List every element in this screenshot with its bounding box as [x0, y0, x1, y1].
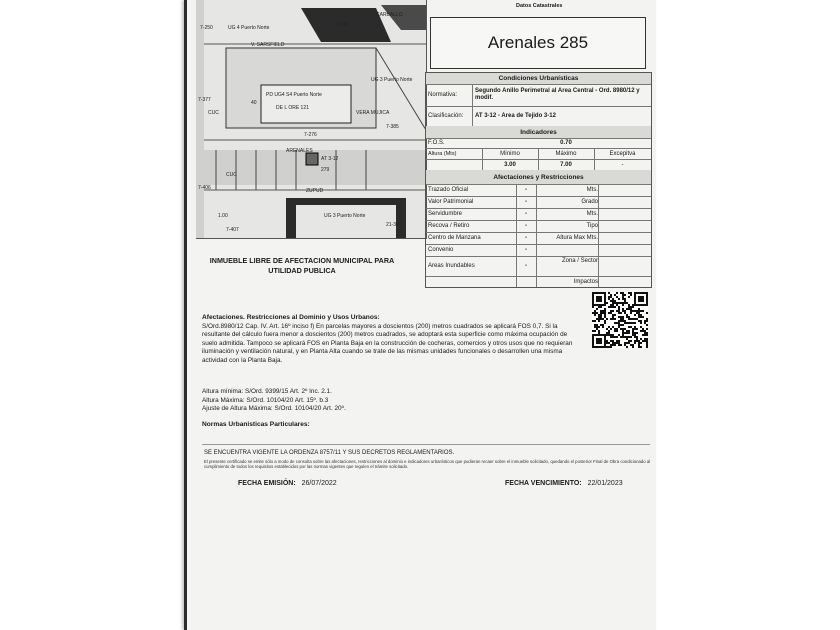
map-label: 1.00 — [218, 213, 228, 219]
clasificacion-row — [426, 106, 651, 127]
map-label: 279 — [321, 167, 330, 173]
fos-label: F.O.S. — [428, 140, 445, 146]
datos-catastrales-heading: Datos Catastrales — [516, 3, 563, 9]
clasificacion-value: AT 3-12 - Area de Tejido 3-12 — [475, 113, 556, 119]
afectacion-value: - — [525, 223, 527, 229]
address-text: Arenales 285 — [487, 33, 589, 52]
afectacion-label: Valor Patrimonial — [428, 199, 474, 205]
map-label: 7-407 — [226, 227, 239, 233]
afectaciones-body — [202, 314, 602, 366]
fecha-emision — [238, 480, 337, 487]
map-label: 40 — [251, 100, 257, 106]
divider — [202, 444, 650, 445]
afectacion-label: Recova / Retiro — [428, 223, 470, 229]
conditions-table — [425, 72, 652, 288]
afectaciones-title-row — [426, 170, 651, 185]
map-label: 7-377 — [198, 97, 211, 103]
normas-particulares-heading: Normas Urbanisticas Particulares: — [202, 421, 310, 428]
map-label: VERA MUJICA — [356, 110, 390, 116]
body-line: actividad con la Planta Baja. — [202, 356, 283, 364]
afectacion-label: Servidumbre — [428, 211, 463, 217]
map-label: 7-385 — [386, 124, 399, 130]
map-label: V. SARSFIELD — [251, 42, 285, 48]
afectacion-value: - — [525, 263, 527, 269]
map-label: DE L ORE 121 — [276, 105, 309, 111]
map-label: CUC — [226, 172, 237, 178]
vencimiento-date: 22/01/2023 — [587, 480, 623, 487]
afectacion-value: - — [525, 187, 527, 193]
afectacion-unit: Tipo — [586, 223, 598, 229]
map-label: 7-406 — [198, 185, 211, 191]
altura-max-value: 7.00 — [560, 161, 572, 168]
altura-minima-ref: Altura mínima: S/Ord. 9399/15 Art. 2º Inc. 2.1. — [202, 388, 332, 395]
map-label: AT 3-12 — [321, 156, 339, 162]
afectacion-unit: Grado — [581, 199, 598, 205]
map-label: PD UG4 S4 Puerto Norte — [266, 92, 322, 98]
afectacion-value: - — [525, 235, 527, 241]
afectacion-unit: Mts. — [586, 187, 598, 193]
disclaimer-text: El presente certificado se emite sólo a modo de consulta sobre las afectaciones, restricciones al dominio e indicadores urbanísticos que pudieran recaer sobre el inmueble solicitado, quedando el posterior Final de Obra condicionado al cumplimiento de todos los requisitos establecidos por las normas vigentes que regulen el trámite solicitado. — [204, 459, 651, 470]
map-label: UG 3 Puerto Norte — [371, 77, 413, 83]
cadastral-map — [196, 0, 427, 239]
afectacion-value: - — [525, 199, 527, 205]
altura-maxima-ref: Altura Máxima: S/Ord. 10104/20 Art. 15º. b.3 — [202, 396, 329, 404]
impactos-row — [426, 276, 651, 287]
indicadores-title: Indicadores — [520, 128, 557, 136]
condiciones-title: Condiciones Urbanísticas — [498, 75, 579, 82]
map-label: 7-250 — [200, 25, 213, 31]
map-label: 7-276 — [304, 132, 317, 138]
afectacion-value: - — [525, 211, 527, 217]
alturas-list — [202, 388, 602, 414]
emision-label: FECHA EMISIÓN: — [238, 480, 296, 487]
afectacion-unit: Altura Max Mts. — [556, 235, 598, 241]
afectacion-unit: Mts. — [586, 211, 598, 217]
body-line: resultante del cálculo fuera menor a doscientos (200) metros cuadrados, se adoptará esta superficie como máxima ocupación de — [202, 331, 568, 339]
afectacion-label: Areas Inundables — [428, 263, 475, 269]
map-label: UG 3 Puerto Norte — [324, 213, 366, 219]
impactos-label: Impactos — [573, 278, 598, 285]
body-line: iluminación y ventilación natural, y en Planta Alta cuando se trate de las mismas unidades funcionales o desarrollen una misma — [202, 348, 563, 356]
afectaciones-title: Afectaciones y Restricciones — [493, 173, 584, 181]
map-label: 7-108 — [336, 22, 349, 28]
fecha-vencimiento — [505, 480, 623, 487]
map-label: UG 4 Puerto Norte — [228, 25, 270, 31]
clasificacion-label: Clasificación: — [428, 113, 464, 119]
normativa-value: Segundo Anillo Perimetral al Area Central - Ord. 8980/12 y modif. — [475, 88, 640, 101]
normativa-label: Normativa: — [428, 92, 458, 98]
page-edge — [184, 0, 187, 630]
afectaciones-body-heading: Afectaciones. Restricciones al Dominio y Usos Urbanos: — [202, 314, 380, 321]
afectacion-label: Centro de Manzana — [428, 235, 481, 241]
afectacion-value: - — [525, 247, 527, 253]
vencimiento-label: FECHA VENCIMIENTO: — [505, 480, 582, 487]
altura-min-header: Mínimo — [500, 150, 520, 157]
map-label: CARBALLO — [376, 12, 403, 18]
ajuste-altura-ref: Ajuste de Altura Máxima: S/Ord. 10104/20 Art. 20º. — [202, 405, 346, 413]
normativa-row — [426, 84, 651, 107]
afectacion-unit — [536, 244, 601, 256]
altura-min-value: 3.00 — [504, 161, 516, 168]
map-label: 21-36 — [386, 222, 399, 228]
libre-afectacion-notice: INMUEBLE LIBRE DE AFECTACION MUNICIPAL PARA UTILIDAD PUBLICA — [209, 256, 395, 275]
afectacion-label: Trazado Oficial — [428, 187, 469, 193]
map-drawing — [196, 0, 426, 238]
fos-value: 0.70 — [560, 140, 572, 146]
map-label: ZUPUD — [306, 188, 324, 194]
address-box — [430, 17, 646, 69]
altura-label: Altura (Mts) — [428, 150, 457, 157]
body-line: S/Ord.8980/12 Cap. IV. Art. 16º inciso f) En parcelas mayores a doscientos (200) metros cuadrados se aplicará FOS 0,7. Si la — [202, 322, 558, 330]
afectacion-row — [426, 256, 651, 277]
altura-exc-value: - — [621, 161, 624, 168]
altura-exc-header: Excepitva — [609, 150, 636, 157]
altura-max-header: Máximo — [555, 150, 577, 157]
vigente-notice: SE ENCUENTRA VIGENTE LA ORDENZA 8757/11 Y SUS DECRETOS REGLAMENTARIOS. — [204, 450, 455, 456]
afectacion-label: Convenio — [428, 247, 454, 253]
afectacion-unit: Zona / Sector — [561, 258, 598, 264]
map-label: ARENALES — [286, 148, 313, 154]
body-line: suelo admitida. Tampoco se aplicará FOS en Planta Baja en la construcción de cocheras, comercios y otros usos que no requieran — [202, 339, 573, 347]
map-label: CUC — [208, 110, 219, 116]
emision-date: 26/07/2022 — [301, 480, 337, 487]
